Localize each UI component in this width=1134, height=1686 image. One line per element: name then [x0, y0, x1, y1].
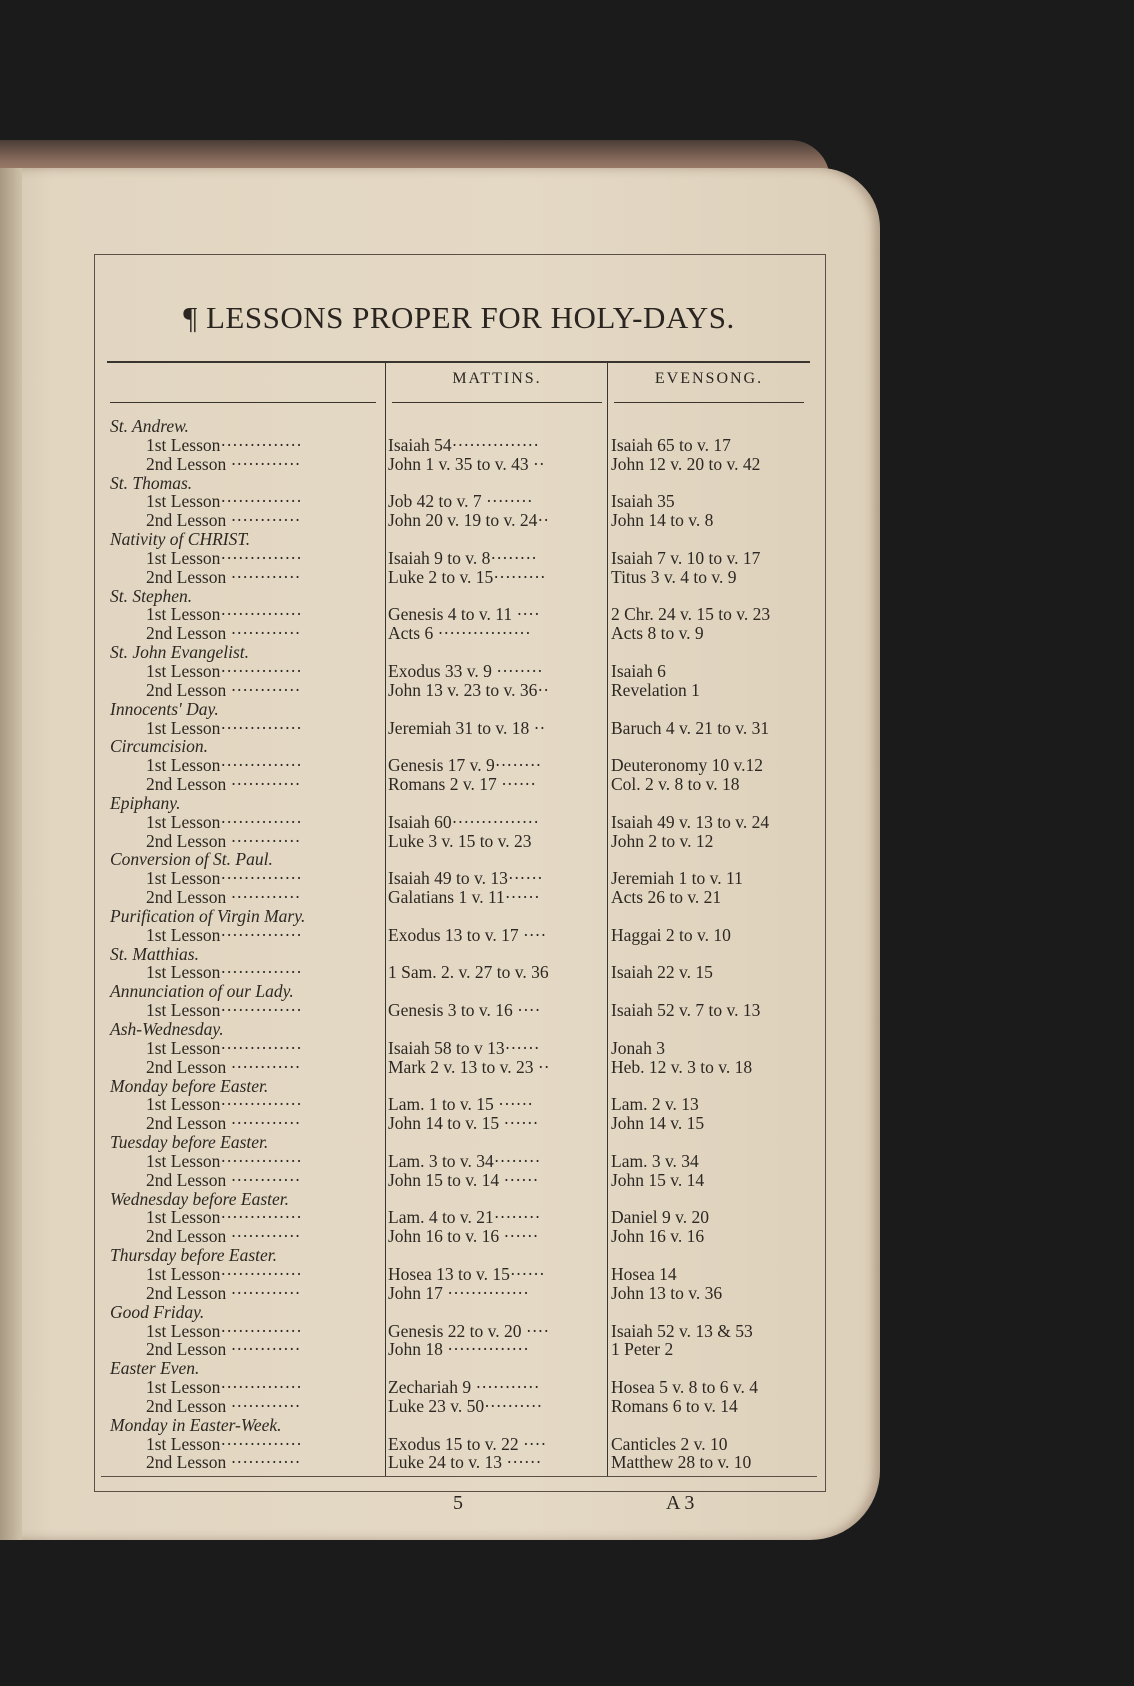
day-heading-row: [108, 473, 818, 492]
day-heading-row: [108, 1189, 818, 1208]
day-heading-row: [108, 944, 818, 963]
evensong-reading: Acts 8 to v. 9: [611, 623, 704, 644]
evensong-reading: Isaiah 52 v. 7 to v. 13: [611, 1000, 761, 1021]
evensong-reading: Titus 3 v. 4 to v. 9: [611, 566, 737, 587]
mattins-header: MATTINS.: [452, 370, 542, 387]
lesson-row: [108, 680, 818, 699]
lesson-label: 2nd Lesson ············: [146, 830, 301, 851]
day-heading-row: [108, 1302, 818, 1321]
holy-day-name: St. John Evangelist.: [110, 642, 250, 663]
page-title: ¶ LESSONS PROPER FOR HOLY-DAYS.: [183, 300, 735, 335]
evensong-reading: Isaiah 49 v. 13 to v. 24: [611, 811, 770, 832]
day-heading-row: [108, 416, 818, 435]
lesson-row: [108, 1396, 818, 1415]
day-heading-row: [108, 1245, 818, 1264]
mattins-reading: Jeremiah 31 to v. 18 ··: [388, 717, 546, 738]
mattins-reading: 1 Sam. 2. v. 27 to v. 36: [388, 962, 549, 983]
evensong-reading: John 2 to v. 12: [611, 830, 714, 851]
lesson-row: [108, 718, 818, 737]
holy-day-name: Innocents' Day.: [110, 698, 219, 719]
holy-day-name: St. Matthias.: [110, 943, 199, 964]
mattins-reading: Mark 2 v. 13 to v. 23 ··: [388, 1056, 550, 1077]
lesson-row: [108, 1321, 818, 1340]
mattins-reading: Isaiah 60···············: [388, 811, 540, 832]
evensong-reading: Hosea 5 v. 8 to 6 v. 4: [611, 1377, 758, 1398]
lesson-label: 1st Lesson··············: [146, 1037, 302, 1058]
day-heading-row: [108, 1415, 818, 1434]
evensong-reading: Lam. 3 v. 34: [611, 1150, 699, 1171]
lesson-row: [108, 454, 818, 473]
mattins-reading: Luke 23 v. 50··········: [388, 1395, 543, 1416]
evensong-reading: Acts 26 to v. 21: [611, 887, 722, 908]
evensong-reading: John 16 v. 16: [611, 1226, 705, 1247]
lesson-row: [108, 510, 818, 529]
lesson-label: 2nd Lesson ············: [146, 566, 301, 587]
holy-day-name: Good Friday.: [110, 1301, 205, 1322]
mattins-reading: Acts 6 ················: [388, 623, 531, 644]
day-heading-row: [108, 586, 818, 605]
lesson-label: 2nd Lesson ············: [146, 1282, 301, 1303]
lesson-label: 2nd Lesson ············: [146, 1113, 301, 1134]
lesson-label: 2nd Lesson ············: [146, 1056, 301, 1077]
lesson-label: 1st Lesson··············: [146, 924, 302, 945]
mattins-reading: John 20 v. 19 to v. 24··: [388, 510, 550, 531]
lesson-label: 2nd Lesson ············: [146, 1452, 301, 1473]
lesson-row: [108, 831, 818, 850]
evensong-reading: John 15 v. 14: [611, 1169, 705, 1190]
lessons-table: [108, 416, 818, 1471]
mattins-reading: Galatians 1 v. 11······: [388, 887, 540, 908]
evensong-reading: Col. 2 v. 8 to v. 18: [611, 774, 740, 795]
lesson-label: 1st Lesson··············: [146, 1377, 302, 1398]
mattins-reading: Genesis 17 v. 9········: [388, 755, 542, 776]
lesson-label: 2nd Lesson ············: [146, 774, 301, 795]
evensong-reading: Romans 6 to v. 14: [611, 1395, 738, 1416]
mattins-reading: Genesis 22 to v. 20 ····: [388, 1320, 550, 1341]
mattins-reading: Romans 2 v. 17 ······: [388, 774, 537, 795]
mattins-reading: Isaiah 58 to v 13······: [388, 1037, 540, 1058]
day-heading-row: [108, 849, 818, 868]
holy-day-name: Easter Even.: [110, 1358, 200, 1379]
lesson-label: 2nd Lesson ············: [146, 1395, 301, 1416]
mattins-reading: Lam. 4 to v. 21········: [388, 1207, 541, 1228]
signature-mark: A 3: [666, 1492, 695, 1514]
lesson-row: [108, 1057, 818, 1076]
mattins-reading: Exodus 15 to v. 22 ····: [388, 1433, 547, 1454]
evensong-reading: Haggai 2 to v. 10: [611, 924, 731, 945]
holy-day-name: Conversion of St. Paul.: [110, 849, 273, 870]
lesson-row: [108, 1226, 818, 1245]
lesson-label: 1st Lesson··············: [146, 434, 302, 455]
evensong-reading: 1 Peter 2: [611, 1339, 674, 1360]
lesson-label: 1st Lesson··············: [146, 717, 302, 738]
evensong-reading: Isaiah 7 v. 10 to v. 17: [611, 547, 761, 568]
lesson-label: 1st Lesson··············: [146, 1433, 302, 1454]
day-heading-row: [108, 793, 818, 812]
mattins-reading: Exodus 33 v. 9 ········: [388, 660, 543, 681]
day-heading-row: [108, 529, 818, 548]
evensong-reading: 2 Chr. 24 v. 15 to v. 23: [611, 604, 771, 625]
lesson-row: [108, 567, 818, 586]
lesson-label: 2nd Lesson ············: [146, 623, 301, 644]
evensong-reading: John 12 v. 20 to v. 42: [611, 453, 761, 474]
day-heading-row: [108, 1019, 818, 1038]
mattins-reading: Genesis 4 to v. 11 ····: [388, 604, 540, 625]
lesson-row: [108, 661, 818, 680]
lesson-row: [108, 962, 818, 981]
mattins-reading: Luke 2 to v. 15·········: [388, 566, 546, 587]
evensong-reading: John 13 to v. 36: [611, 1282, 723, 1303]
evensong-reading: Isaiah 22 v. 15: [611, 962, 713, 983]
evensong-reading: Baruch 4 v. 21 to v. 31: [611, 717, 770, 738]
mattins-reading: Luke 24 to v. 13 ······: [388, 1452, 542, 1473]
lesson-row: [108, 435, 818, 454]
lesson-row: [108, 1094, 818, 1113]
lesson-row: [108, 1264, 818, 1283]
mattins-reading: John 18 ··············: [388, 1339, 529, 1360]
lesson-label: 2nd Lesson ············: [146, 887, 301, 908]
lesson-row: [108, 755, 818, 774]
mattins-reading: Zechariah 9 ···········: [388, 1377, 540, 1398]
lesson-row: [108, 1170, 818, 1189]
day-heading-row: [108, 1132, 818, 1151]
evensong-reading: Matthew 28 to v. 10: [611, 1452, 752, 1473]
evensong-reading: Jeremiah 1 to v. 11: [611, 868, 743, 889]
lesson-label: 1st Lesson··············: [146, 755, 302, 776]
mattins-reading: John 15 to v. 14 ······: [388, 1169, 539, 1190]
day-heading-row: [108, 906, 818, 925]
lesson-row: [108, 1434, 818, 1453]
evensong-column-rule: [614, 402, 804, 403]
lesson-label: 1st Lesson··············: [146, 1263, 302, 1284]
holy-day-name: St. Thomas.: [110, 472, 193, 493]
evensong-reading: Isaiah 35: [611, 491, 675, 512]
evensong-reading: Isaiah 52 v. 13 & 53: [611, 1320, 753, 1341]
day-heading-row: [108, 981, 818, 1000]
evensong-reading: Canticles 2 v. 10: [611, 1433, 728, 1454]
holy-day-name: Wednesday before Easter.: [110, 1188, 290, 1209]
evensong-reading: John 14 v. 15: [611, 1113, 705, 1134]
evensong-reading: Revelation 1: [611, 679, 700, 700]
lesson-label: 1st Lesson··············: [146, 1094, 302, 1115]
lesson-row: [108, 1151, 818, 1170]
lesson-row: [108, 925, 818, 944]
mattins-reading: John 14 to v. 15 ······: [388, 1113, 539, 1134]
lesson-row: [108, 491, 818, 510]
mattins-reading: Job 42 to v. 7 ········: [388, 491, 533, 512]
evensong-reading: Heb. 12 v. 3 to v. 18: [611, 1056, 753, 1077]
day-column-rule: [110, 402, 376, 403]
evensong-header: EVENSONG.: [654, 370, 764, 387]
lesson-label: 2nd Lesson ············: [146, 453, 301, 474]
lesson-row: [108, 1000, 818, 1019]
lesson-row: [108, 774, 818, 793]
mattins-reading: Exodus 13 to v. 17 ····: [388, 924, 547, 945]
lesson-row: [108, 1377, 818, 1396]
lesson-label: 2nd Lesson ············: [146, 1169, 301, 1190]
holy-day-name: Monday before Easter.: [110, 1075, 269, 1096]
lesson-row: [108, 1113, 818, 1132]
lesson-row: [108, 868, 818, 887]
mattins-reading: Isaiah 49 to v. 13······: [388, 868, 543, 889]
evensong-reading: Lam. 2 v. 13: [611, 1094, 699, 1115]
lesson-label: 1st Lesson··············: [146, 1000, 302, 1021]
mattins-reading: Luke 3 v. 15 to v. 23: [388, 830, 532, 851]
holy-day-name: Purification of Virgin Mary.: [110, 905, 306, 926]
holy-day-name: St. Stephen.: [110, 585, 193, 606]
lesson-label: 1st Lesson··············: [146, 1150, 302, 1171]
mattins-reading: Isaiah 9 to v. 8········: [388, 547, 538, 568]
lesson-row: [108, 604, 818, 623]
header-rule: [107, 361, 810, 363]
day-heading-row: [108, 699, 818, 718]
lesson-row: [108, 1207, 818, 1226]
lesson-row: [108, 1339, 818, 1358]
lesson-row: [108, 1038, 818, 1057]
lesson-label: 1st Lesson··············: [146, 660, 302, 681]
lesson-label: 1st Lesson··············: [146, 491, 302, 512]
lesson-label: 2nd Lesson ············: [146, 510, 301, 531]
holy-day-name: St. Andrew.: [110, 416, 189, 436]
mattins-reading: John 13 v. 23 to v. 36··: [388, 679, 550, 700]
holy-day-name: Epiphany.: [110, 792, 181, 813]
page-number: 5: [453, 1492, 463, 1514]
day-heading-row: [108, 736, 818, 755]
holy-day-name: Monday in Easter-Week.: [110, 1414, 282, 1435]
lesson-row: [108, 1452, 818, 1471]
lesson-row: [108, 812, 818, 831]
lesson-label: 2nd Lesson ············: [146, 1339, 301, 1360]
mattins-reading: John 1 v. 35 to v. 43 ··: [388, 453, 545, 474]
lesson-label: 1st Lesson··············: [146, 547, 302, 568]
evensong-reading: Jonah 3: [611, 1037, 665, 1058]
mattins-column-rule: [392, 402, 602, 403]
evensong-reading: Isaiah 6: [611, 660, 666, 681]
lesson-label: 1st Lesson··············: [146, 962, 302, 983]
day-heading-row: [108, 1358, 818, 1377]
mattins-reading: John 17 ··············: [388, 1282, 529, 1303]
evensong-reading: Deuteronomy 10 v.12: [611, 755, 763, 776]
lesson-label: 1st Lesson··············: [146, 811, 302, 832]
mattins-reading: Hosea 13 to v. 15······: [388, 1263, 545, 1284]
mattins-reading: Isaiah 54···············: [388, 434, 540, 455]
holy-day-name: Circumcision.: [110, 736, 209, 757]
holy-day-name: Ash-Wednesday.: [110, 1019, 224, 1039]
day-heading-row: [108, 1076, 818, 1095]
bottom-rule: [101, 1476, 817, 1477]
lesson-label: 1st Lesson··············: [146, 1320, 302, 1341]
lesson-label: 2nd Lesson ············: [146, 679, 301, 700]
lesson-row: [108, 1283, 818, 1302]
lesson-label: 1st Lesson··············: [146, 868, 302, 889]
mattins-reading: Lam. 3 to v. 34········: [388, 1150, 541, 1171]
evensong-reading: Isaiah 65 to v. 17: [611, 434, 731, 455]
mattins-reading: Genesis 3 to v. 16 ····: [388, 1000, 541, 1021]
evensong-reading: Daniel 9 v. 20: [611, 1207, 710, 1228]
evensong-reading: John 14 to v. 8: [611, 510, 714, 531]
mattins-reading: Lam. 1 to v. 15 ······: [388, 1094, 534, 1115]
holy-day-name: Tuesday before Easter.: [110, 1132, 269, 1153]
holy-day-name: Nativity of CHRIST.: [110, 529, 251, 550]
day-heading-row: [108, 642, 818, 661]
lesson-label: 1st Lesson··············: [146, 604, 302, 625]
holy-day-name: Annunciation of our Lady.: [110, 981, 294, 1002]
lesson-row: [108, 887, 818, 906]
lesson-label: 1st Lesson··············: [146, 1207, 302, 1228]
evensong-reading: Hosea 14: [611, 1263, 677, 1284]
holy-day-name: Thursday before Easter.: [110, 1245, 278, 1266]
lesson-label: 2nd Lesson ············: [146, 1226, 301, 1247]
lesson-row: [108, 548, 818, 567]
lesson-row: [108, 623, 818, 642]
mattins-reading: John 16 to v. 16 ······: [388, 1226, 539, 1247]
